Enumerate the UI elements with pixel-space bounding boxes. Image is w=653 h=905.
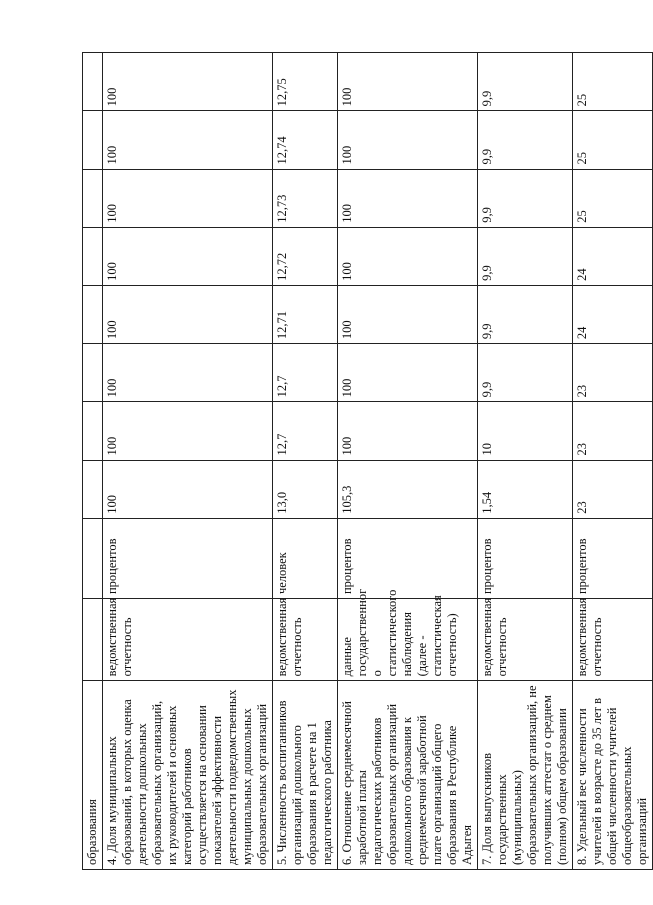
- indicator-name-cell: 8. Удельный вес численности учителей в возрасте до 35 лет в общей численности учителей общеобразовательных организаций: [573, 681, 653, 870]
- value-cell: 12,75: [273, 53, 338, 111]
- value-cell: 12,72: [273, 227, 338, 285]
- value-cell: 100: [338, 402, 478, 460]
- value-cell: 9,9: [478, 344, 573, 402]
- indicator-name-cell: 4. Доля муниципальных образований, в которых оценка деятельности дошкольных образовательных организаций, их руководителей и основных категорий работников осуществляется на основании показателей эффективности деятельности подведомственных муниципальных дошкольных образовательных организаций: [103, 681, 273, 870]
- value-cell: 12,71: [273, 285, 338, 343]
- value-cell: 100: [103, 285, 273, 343]
- value-cell: 12,74: [273, 111, 338, 169]
- value-cell: 12,7: [273, 344, 338, 402]
- value-cell: 100: [103, 53, 273, 111]
- indicator-name-cell: 6. Отношение среднемесячной заработной платы педагогических работников образовательных организаций дошкольного образования к среднемесячной заработной плате организаций общего образования в Республике Адыгея: [338, 681, 478, 870]
- value-cell: 100: [338, 344, 478, 402]
- value-cell: 12,73: [273, 169, 338, 227]
- value-cell: 105,3: [338, 460, 478, 518]
- value-cell: 9,9: [478, 53, 573, 111]
- value-cell: 10: [478, 402, 573, 460]
- value-cell: 1,54: [478, 460, 573, 518]
- value-cell: 100: [103, 344, 273, 402]
- value-cell: 100: [103, 460, 273, 518]
- unit-cell: процентов: [103, 518, 273, 598]
- table-row: [338, 53, 478, 870]
- table-row: [573, 53, 653, 870]
- value-cell: 9,9: [478, 169, 573, 227]
- value-cell: 100: [103, 111, 273, 169]
- value-cell: 23: [573, 460, 653, 518]
- source-cell: данные государственног о статистического наблюдения (далее - статистическая отчетность): [338, 599, 478, 681]
- table-row: [478, 53, 573, 870]
- unit-cell: процентов: [338, 518, 478, 598]
- unit-cell: процентов: [478, 518, 573, 598]
- unit-cell: процентов: [573, 518, 653, 598]
- source-cell: ведомственная отчетность: [103, 599, 273, 681]
- value-cell: 24: [573, 227, 653, 285]
- value-cell: 12,7: [273, 402, 338, 460]
- value-cell: 100: [103, 227, 273, 285]
- unit-cell: человек: [273, 518, 338, 598]
- indicators-table: [82, 52, 653, 870]
- value-cell: 25: [573, 169, 653, 227]
- value-cell: 100: [338, 53, 478, 111]
- value-cell: 100: [103, 402, 273, 460]
- indicator-name-cell: 5. Численность воспитанников организаций дошкольного образования в расчете на 1 педагогического работника: [273, 681, 338, 870]
- value-cell: 23: [573, 402, 653, 460]
- value-cell: 100: [103, 169, 273, 227]
- value-cell: 25: [573, 111, 653, 169]
- source-cell: ведомственная отчетность: [573, 599, 653, 681]
- value-cell: 23: [573, 344, 653, 402]
- value-cell: 25: [573, 53, 653, 111]
- value-cell: 100: [338, 111, 478, 169]
- indicator-name-cell: 7. Доля выпускников государственных (муниципальных) образовательных организаций, не получивших аттестат о среднем (полном) общем образовании: [478, 681, 573, 870]
- table-row: [83, 53, 103, 870]
- value-cell: 9,9: [478, 285, 573, 343]
- source-cell: ведомственная отчетность: [273, 599, 338, 681]
- table-row: [103, 53, 273, 870]
- value-cell: 24: [573, 285, 653, 343]
- table-row: [273, 53, 338, 870]
- indicator-name-cell: образования: [83, 681, 103, 870]
- value-cell: 100: [338, 227, 478, 285]
- value-cell: 9,9: [478, 227, 573, 285]
- rotated-page: [82, 52, 649, 870]
- value-cell: 9,9: [478, 111, 573, 169]
- value-cell: 13,0: [273, 460, 338, 518]
- source-cell: ведомственная отчетность: [478, 599, 573, 681]
- value-cell: 100: [338, 169, 478, 227]
- value-cell: 100: [338, 285, 478, 343]
